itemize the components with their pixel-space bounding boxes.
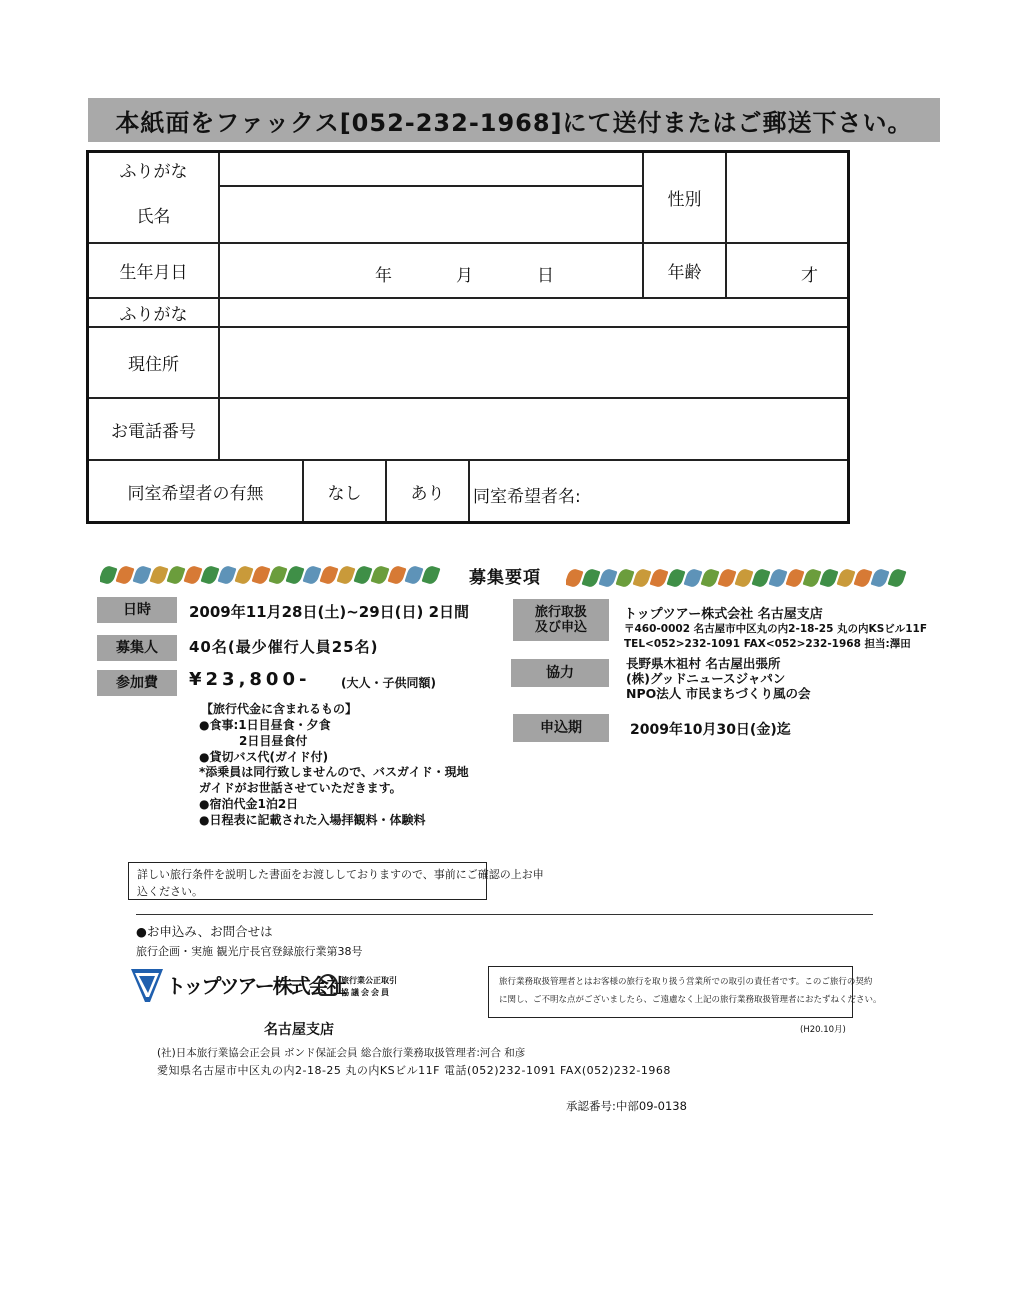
cooperation-line-3: NPO法人 市民まちづくり風の会: [626, 686, 811, 701]
footer-divider: [136, 914, 873, 915]
roommate-label: 同室希望者の有無: [127, 483, 264, 504]
association-line-2: 協議会会員: [341, 988, 391, 997]
fax-instruction-banner: 本紙面をファックス[052-232-1968]にて送付またはご郵送下さい。: [88, 98, 940, 142]
handler-address: 〒460-0002 名古屋市中区丸の内2-18-25 丸の内KSビル11F: [624, 623, 928, 635]
manager-notice-line-2: に関し、ご不明な点がございましたら、ご遠慮なく上記の旅行業務取扱管理者におたずねください。: [499, 995, 882, 1005]
birthdate-label: 生年月日: [119, 263, 188, 283]
gender-field[interactable]: [727, 153, 847, 241]
manager-notice-line-1: 旅行業務取扱管理者とはお客様の旅行を取り扱う営業所での取引の責任者です。このご旅行の契約: [499, 977, 873, 987]
capacity-tag: 募集人: [97, 635, 177, 661]
recruitment-title: 募集要項: [469, 568, 541, 588]
day-unit: 日: [537, 266, 554, 286]
branch-name: 名古屋支店: [264, 1022, 334, 1038]
membership-line: (社)日本旅行業協会正会員 ボンド保証会員 総合旅行業務取扱管理者:河合 和彦: [157, 1047, 526, 1059]
roommate-name-label: 同室希望者名:: [473, 487, 581, 507]
company-logo-text: トップツアー株式会社: [166, 974, 345, 998]
revision-note: (H20.10月): [800, 1025, 846, 1035]
handler-contact: TEL<052>232-1091 FAX<052>232-1968 担当:澤田: [624, 638, 911, 650]
includes-meals-day2: 2日目昼食付: [239, 734, 308, 748]
conditions-notice-line-1: 詳しい旅行条件を説明した書面をお渡ししておりますので、事前にご確認の上お申: [137, 868, 544, 881]
manager-notice: [488, 966, 882, 1018]
age-label: 年齢: [667, 263, 702, 283]
inquiry-heading: ●お申込み、お問合せは: [136, 924, 273, 939]
phone-label: お電話番号: [111, 421, 196, 442]
age-unit: 才: [801, 266, 818, 286]
fee-tag: 参加費: [97, 670, 177, 696]
phone-field[interactable]: [220, 399, 845, 458]
fee-value: ¥23,800-: [189, 669, 311, 690]
includes-guide-note: *添乗員は同行致しませんので、バスガイド・現地: [199, 765, 469, 779]
leaf-decoration-right: [566, 565, 928, 591]
association-line-1: 旅行業公正取引: [341, 976, 397, 985]
conditions-notice: [128, 862, 544, 900]
capacity-value: 40名(最少催行人員25名): [189, 638, 379, 656]
month-unit: 月: [456, 266, 473, 286]
gender-label: 性別: [667, 190, 702, 210]
option-yes[interactable]: あり: [410, 483, 445, 504]
deadline-value: 2009年10月30日(金)迄: [630, 722, 791, 738]
cooperation-tag: 協力: [511, 659, 609, 687]
cooperation-line-2: (株)グッドニュースジャパン: [626, 671, 786, 686]
handler-tag: [513, 599, 609, 641]
includes-heading: 【旅行代金に含まれるもの】: [201, 702, 358, 716]
fee-note: (大人・子供同額): [341, 676, 436, 690]
year-unit: 年: [375, 266, 392, 286]
includes-lodging: ●宿泊代金1泊2日: [199, 797, 299, 811]
address-field[interactable]: [220, 328, 845, 396]
includes-meals: ●食事:1日目昼食・夕食: [199, 718, 331, 732]
includes-admission: ●日程表に記載された入場拝観料・体験料: [199, 813, 426, 827]
footer-address: 愛知県名古屋市中区丸の内2-18-25 丸の内KSビル11F 電話(052)232-1091 FAX(052)232-1968: [157, 1064, 671, 1077]
option-none[interactable]: なし: [327, 483, 362, 504]
deadline-tag: 申込期: [513, 714, 609, 742]
name-field[interactable]: [220, 187, 640, 241]
application-form: [86, 150, 850, 524]
company-logo-icon: [130, 967, 164, 1003]
conditions-notice-line-2: 込ください。: [137, 885, 203, 898]
address-furigana-field[interactable]: [220, 299, 845, 325]
handler-tag-line2: 及び申込: [534, 620, 587, 635]
cooperation-line-1: 長野県木祖村 名古屋出張所: [626, 656, 781, 671]
leaf-decoration-left: [100, 562, 465, 588]
furigana-field[interactable]: [220, 155, 640, 183]
association-badge-icon: [318, 974, 338, 996]
company-logo: [130, 966, 345, 1004]
address-label: 現住所: [128, 355, 179, 375]
includes-bus: ●貸切バス代(ガイド付): [199, 750, 329, 764]
approval-number: 承認番号:中部09-0138: [566, 1099, 687, 1113]
planner-line: 旅行企画・実施 観光庁長官登録旅行業第38号: [136, 945, 363, 958]
furigana-label: ふりがな: [119, 161, 188, 182]
handler-tag-line1: 旅行取扱: [534, 605, 587, 620]
dates-tag: 日時: [97, 597, 177, 623]
dates-value: 2009年11月28日(土)~29日(日) 2日間: [189, 603, 470, 621]
address-furigana-label: ふりがな: [119, 305, 188, 325]
handler-company: トップツアー株式会社 名古屋支店: [624, 607, 823, 622]
name-label: 氏名: [136, 207, 171, 227]
includes-guide-note-2: ガイドがお世話させていただきます。: [199, 781, 402, 795]
